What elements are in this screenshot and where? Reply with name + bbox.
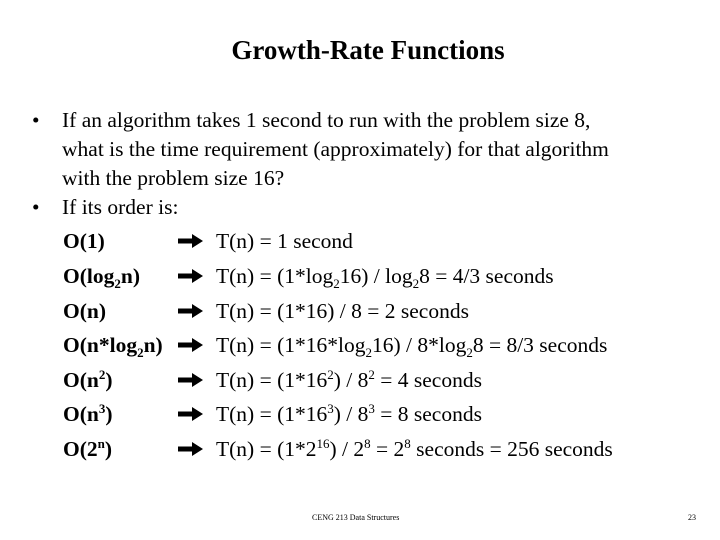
time-formula: $T(n) = (1*16^3) / 8^3 = 8$ seconds xyxy=(216,401,482,426)
right-arrow-icon xyxy=(178,336,204,354)
time-formula: $T(n) = (1*2^{16}) / 2^8 = 2^8$ seconds = 256 seconds xyxy=(216,436,613,461)
growth-row-logarithmic xyxy=(63,261,713,291)
growth-row-exponential xyxy=(63,434,713,464)
order-label: O(2$^n$) xyxy=(63,436,113,461)
right-arrow-icon xyxy=(178,440,204,458)
bullet-line: what is the time requirement (approximately) for that algorithm xyxy=(62,137,609,161)
growth-row-linear xyxy=(63,296,713,326)
time-formula: $T(n) = (1*16*\log_216) / 8*\log_28 = 8/3$ seconds xyxy=(216,333,608,360)
right-arrow-icon xyxy=(178,405,204,423)
footer-page-number: 23 xyxy=(688,513,696,522)
right-arrow-icon xyxy=(178,232,204,250)
right-arrow-icon xyxy=(178,371,204,389)
order-label: O(1) xyxy=(63,229,105,253)
time-formula: T(n) = (1*16) / 8 = 2 seconds xyxy=(216,299,469,323)
footer-course-name: CENG 213 Data Structures xyxy=(312,513,400,522)
time-formula: $T(n) = (1*16^2) / 8^2 = 4$ seconds xyxy=(216,367,482,392)
bullet-marker: • xyxy=(32,195,40,219)
bullet-line: If its order is: xyxy=(62,195,179,219)
order-label: $O(\log_2n)$ xyxy=(63,264,140,291)
growth-row-linearithmic xyxy=(63,330,713,360)
right-arrow-icon xyxy=(178,302,204,320)
growth-row-constant xyxy=(63,226,713,256)
order-label: $O(n*\log_2n)$ xyxy=(63,333,163,360)
bullet-line: with the problem size 16? xyxy=(62,166,285,190)
bullet-text xyxy=(62,106,609,193)
growth-row-quadratic xyxy=(63,365,713,395)
time-formula: $T(n) = (1*\log_216) / \log_28 = 4/3$ seconds xyxy=(216,264,554,291)
bullet-line: If an algorithm takes 1 second to run with the problem size 8, xyxy=(62,108,591,132)
bullet-text xyxy=(62,193,178,222)
growth-row-cubic xyxy=(63,399,713,429)
time-formula: T(n) = 1 second xyxy=(216,229,353,253)
slide-title: Growth-Rate Functions xyxy=(231,35,505,65)
bullet-marker: • xyxy=(32,108,40,132)
order-label: $O(n^3)$ xyxy=(63,401,113,426)
right-arrow-icon xyxy=(178,267,204,285)
order-label: O(n) xyxy=(63,299,106,323)
order-label: $O(n^2)$ xyxy=(63,367,113,392)
